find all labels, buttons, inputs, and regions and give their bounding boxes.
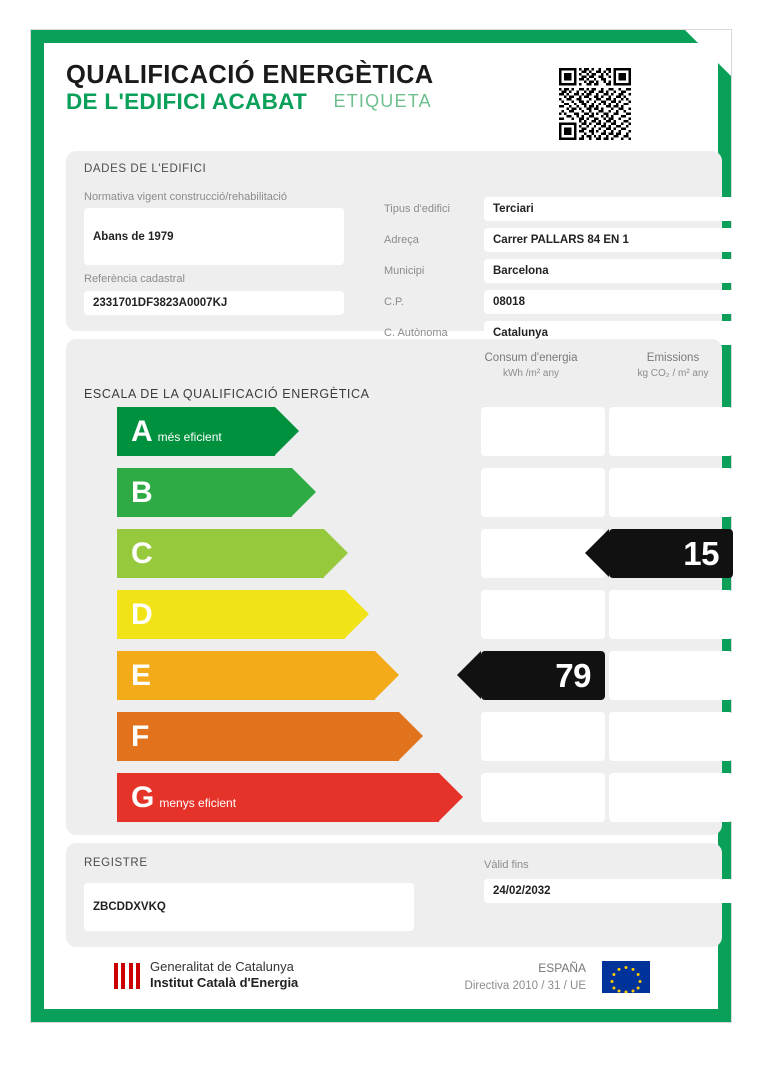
consum-cell-d: [481, 590, 605, 639]
scale-letter-c: C: [131, 536, 153, 570]
valid-until-value: 24/02/2032: [484, 879, 736, 903]
consum-value-tip: [457, 651, 481, 699]
scale-bar-d: [117, 590, 345, 639]
emissions-cell-d: [609, 590, 733, 639]
generalitat-line2: Institut Català d'Energia: [150, 975, 299, 990]
scale-letter-a: A: [131, 414, 153, 448]
generalitat-logo-icon: [114, 963, 140, 989]
header: [66, 61, 696, 139]
scale-bar-g: [117, 773, 439, 822]
footer: [66, 959, 696, 1009]
field-row-cp: [384, 290, 736, 314]
consum-cell-g: [481, 773, 605, 822]
emissions-cell-f: [609, 712, 733, 761]
generalitat-line1: Generalitat de Catalunya: [150, 959, 294, 974]
adreca-label: Adreça: [384, 234, 419, 246]
scale-bar-a: [117, 407, 275, 456]
eu-flag-icon: [602, 961, 650, 993]
scale-bar-c-tip: [324, 529, 348, 577]
consum-column-header: [466, 351, 596, 381]
energy-scale-panel: [66, 339, 722, 835]
scale-row-g: [66, 773, 722, 822]
scale-row-e: [66, 651, 722, 700]
etiqueta-badge: ETIQUETA: [333, 91, 432, 111]
energy-scale-title: ESCALA DE LA QUALIFICACIÓ ENERGÈTICA: [84, 387, 370, 401]
autonoma-label: C. Autònoma: [384, 327, 448, 339]
scale-bar-f-tip: [399, 712, 423, 760]
directive-label: Directiva 2010 / 31 / UE: [464, 980, 586, 992]
valid-until-label: Vàlid fins: [484, 859, 529, 871]
cp-value: 08018: [484, 290, 736, 314]
scale-letter-d: D: [131, 597, 153, 631]
emissions-cell-a: [609, 407, 733, 456]
scale-letter-e: E: [131, 658, 152, 692]
scale-letter-f: F: [131, 719, 150, 753]
cadastral-label: Referència cadastral: [84, 273, 185, 285]
normativa-label: Normativa vigent construcció/rehabilitació: [84, 191, 287, 203]
scale-row-a: [66, 407, 722, 456]
scale-bar-b: [117, 468, 292, 517]
emissions-value-tag: [609, 529, 733, 578]
field-row-adreca: [384, 228, 736, 252]
emissions-cell-e: [609, 651, 733, 700]
municipi-value: Barcelona: [484, 259, 736, 283]
consum-value: 79: [555, 656, 591, 694]
scale-bar-c: [117, 529, 324, 578]
espana-block: [465, 959, 586, 995]
field-row-tipus: [384, 197, 736, 221]
field-row-municipi: [384, 259, 736, 283]
scale-bar-a-tip: [275, 407, 299, 455]
municipi-label: Municipi: [384, 265, 425, 277]
consum-value-tag: [481, 651, 605, 700]
consum-header-text: Consum d'energia: [484, 352, 578, 364]
emissions-column-header: [608, 351, 738, 381]
page-title-line2: DE L'EDIFICI ACABAT: [66, 89, 308, 114]
tipus-edifici-value: Terciari: [484, 197, 736, 221]
page-title-line1: QUALIFICACIÓ ENERGÈTICA: [66, 61, 434, 89]
building-data-panel: [66, 151, 722, 339]
tipus-edifici-label: Tipus d'edifici: [384, 203, 450, 215]
consum-cell-b: [481, 468, 605, 517]
registre-panel: [66, 843, 722, 947]
certificate-body: [44, 43, 718, 1009]
qr-code-icon: [556, 65, 634, 143]
emissions-cell-g: [609, 773, 733, 822]
scale-row-c: [66, 529, 722, 578]
autonoma-value: Catalunya: [484, 321, 736, 345]
scale-row-d: [66, 590, 722, 639]
energy-scale-rows: [66, 407, 722, 834]
scale-row-b: [66, 468, 722, 517]
normativa-value: Abans de 1979: [84, 208, 344, 265]
consum-cell-a: [481, 407, 605, 456]
scale-bar-e: [117, 651, 375, 700]
consum-cell-f: [481, 712, 605, 761]
scale-letter-b: B: [131, 475, 153, 509]
scale-bar-e-tip: [375, 651, 399, 699]
scale-row-f: [66, 712, 722, 761]
scale-bar-b-tip: [292, 468, 316, 516]
certificate-frame: [31, 30, 731, 1022]
scale-bar-g-tip: [439, 773, 463, 821]
cp-label: C.P.: [384, 296, 404, 308]
consum-header-units: kWh /m² any: [502, 368, 560, 379]
registre-title: REGISTRE: [84, 857, 148, 869]
espana-label: ESPAÑA: [538, 961, 586, 975]
least-efficient-note: menys eficient: [159, 795, 237, 810]
emissions-value-tip: [585, 529, 609, 577]
scale-bar-d-tip: [345, 590, 369, 638]
scale-bar-f: [117, 712, 399, 761]
generalitat-text: [150, 959, 298, 991]
most-efficient-note: més eficient: [157, 429, 222, 444]
adreca-value: Carrer PALLARS 84 EN 1: [484, 228, 736, 252]
cadastral-value: 2331701DF3823A0007KJ: [84, 291, 344, 315]
scale-letter-g: G: [131, 780, 155, 814]
registre-code: ZBCDDXVKQ: [84, 883, 414, 931]
emissions-header-text: Emissions: [646, 352, 700, 364]
emissions-cell-b: [609, 468, 733, 517]
emissions-value: 15: [683, 534, 719, 572]
emissions-header-units: kg CO₂ / m² any: [637, 368, 709, 379]
building-data-title: DADES DE L'EDIFICI: [84, 163, 207, 175]
